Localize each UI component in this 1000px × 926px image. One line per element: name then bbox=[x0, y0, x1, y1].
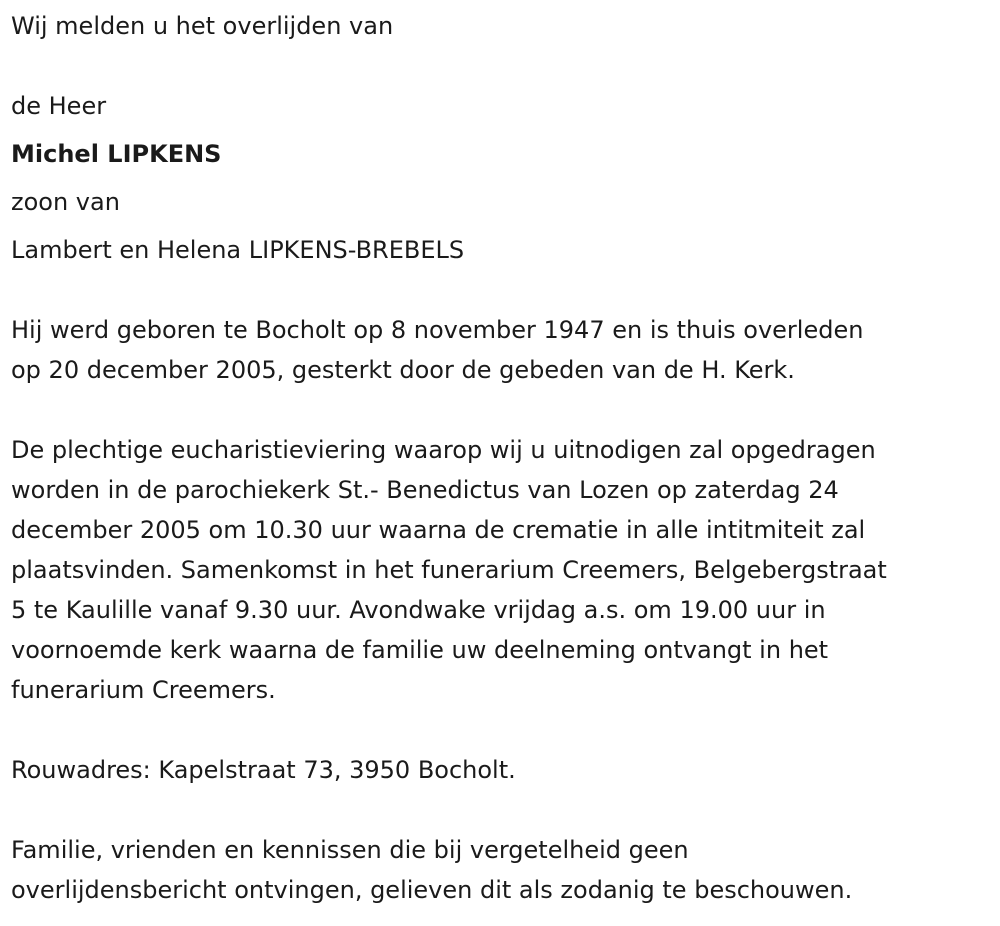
spacer bbox=[11, 390, 990, 430]
paragraph-line: overlijdensbericht ontvingen, gelieven dit als zodanig te beschouwen. bbox=[11, 876, 853, 904]
intro-text: Wij melden u het overlijden van bbox=[11, 12, 394, 40]
title-prefix: de Heer bbox=[11, 92, 107, 120]
paragraph-line: De plechtige eucharistieviering waarop wij u uitnodigen zal opgedragen bbox=[11, 436, 876, 464]
deceased-name: Michel LIPKENS bbox=[11, 140, 222, 168]
relation-text: zoon van bbox=[11, 188, 120, 216]
paragraph-line: op 20 december 2005, gesterkt door de gebeden van de H. Kerk. bbox=[11, 356, 795, 384]
paragraph-line: worden in de parochiekerk St.- Benedictus van Lozen op zaterdag 24 bbox=[11, 476, 839, 504]
paragraph-line: funerarium Creemers. bbox=[11, 676, 276, 704]
spacer bbox=[11, 790, 990, 830]
parents-names: Lambert en Helena LIPKENS-BREBELS bbox=[11, 236, 465, 264]
paragraph-line: december 2005 om 10.30 uur waarna de crematie in alle intitmiteit zal bbox=[11, 516, 866, 544]
spacer bbox=[11, 46, 990, 86]
birth-death-paragraph bbox=[11, 310, 990, 390]
paragraph-line: plaatsvinden. Samenkomst in het funerarium Creemers, Belgebergstraat bbox=[11, 556, 887, 584]
paragraph-line: Hij werd geboren te Bocholt op 8 november 1947 en is thuis overleden bbox=[11, 316, 864, 344]
spacer bbox=[11, 710, 990, 750]
paragraph-line: 5 te Kaulille vanaf 9.30 uur. Avondwake vrijdag a.s. om 19.00 uur in bbox=[11, 596, 826, 624]
closing-paragraph bbox=[11, 830, 990, 910]
paragraph-line: Familie, vrienden en kennissen die bij vergetelheid geen bbox=[11, 836, 689, 864]
mourning-address: Rouwadres: Kapelstraat 73, 3950 Bocholt. bbox=[11, 756, 516, 784]
spacer bbox=[11, 270, 990, 310]
paragraph-line: voornoemde kerk waarna de familie uw deelneming ontvangt in het bbox=[11, 636, 829, 664]
ceremony-paragraph bbox=[11, 430, 990, 710]
